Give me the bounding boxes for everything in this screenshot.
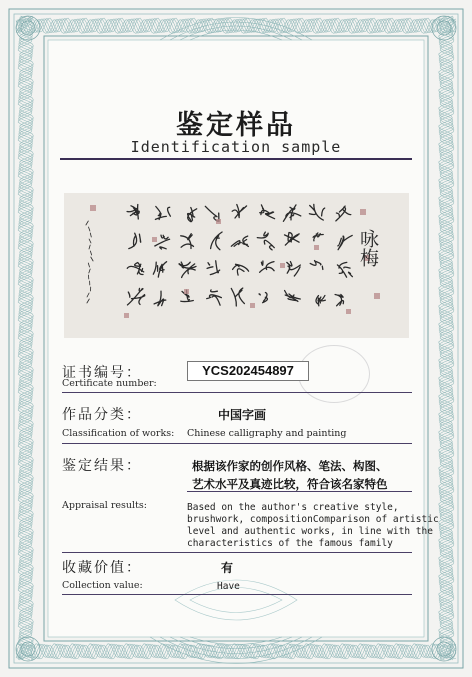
divider — [187, 491, 412, 492]
classification-value-cn: 中国字画 — [218, 408, 267, 422]
appraisal-value-cn-line2: 艺术水平及真迹比较，符合该名家特色 — [192, 477, 388, 491]
certificate-number-value: YCS202454897 — [187, 361, 309, 381]
artwork-vertical-title: 咏梅 — [357, 229, 379, 267]
title-divider — [60, 158, 412, 160]
certificate-number-label-en: Certificate number: — [62, 378, 157, 389]
appraisal-label: 鉴定结果： — [62, 458, 142, 474]
appraisal-value-en-line2: brushwork, compositionComparison of artistic — [187, 514, 439, 525]
calligraphy-artwork — [64, 193, 409, 338]
divider — [62, 392, 412, 393]
divider — [62, 443, 412, 444]
collection-value-cn: 有 — [221, 561, 234, 575]
divider — [62, 552, 412, 553]
page-title: 鉴定样品 — [176, 110, 296, 141]
classification-value-en: Chinese calligraphy and painting — [187, 428, 347, 439]
certificate-number-label: 证书编号： — [62, 365, 142, 381]
collection-value-en: Have — [217, 581, 240, 592]
appraisal-value-en-line1: Based on the author's creative style, — [187, 502, 399, 513]
classification-label-en: Classification of works: — [62, 428, 175, 439]
collection-value-label-en: Collection value: — [62, 580, 143, 591]
divider — [62, 594, 412, 595]
appraisal-value-en-line3: level and authentic works, in line with the — [187, 526, 433, 537]
collection-value-label: 收藏价值： — [62, 560, 142, 576]
appraisal-value-en-line4: characteristics of the famous family — [187, 538, 393, 549]
appraisal-value-cn-line1: 根据该作家的创作风格、笔法、构图、 — [192, 459, 388, 473]
classification-label: 作品分类： — [62, 407, 142, 423]
page-subtitle: Identification sample — [130, 138, 342, 156]
appraisal-label-en: Appraisal results: — [62, 500, 147, 511]
